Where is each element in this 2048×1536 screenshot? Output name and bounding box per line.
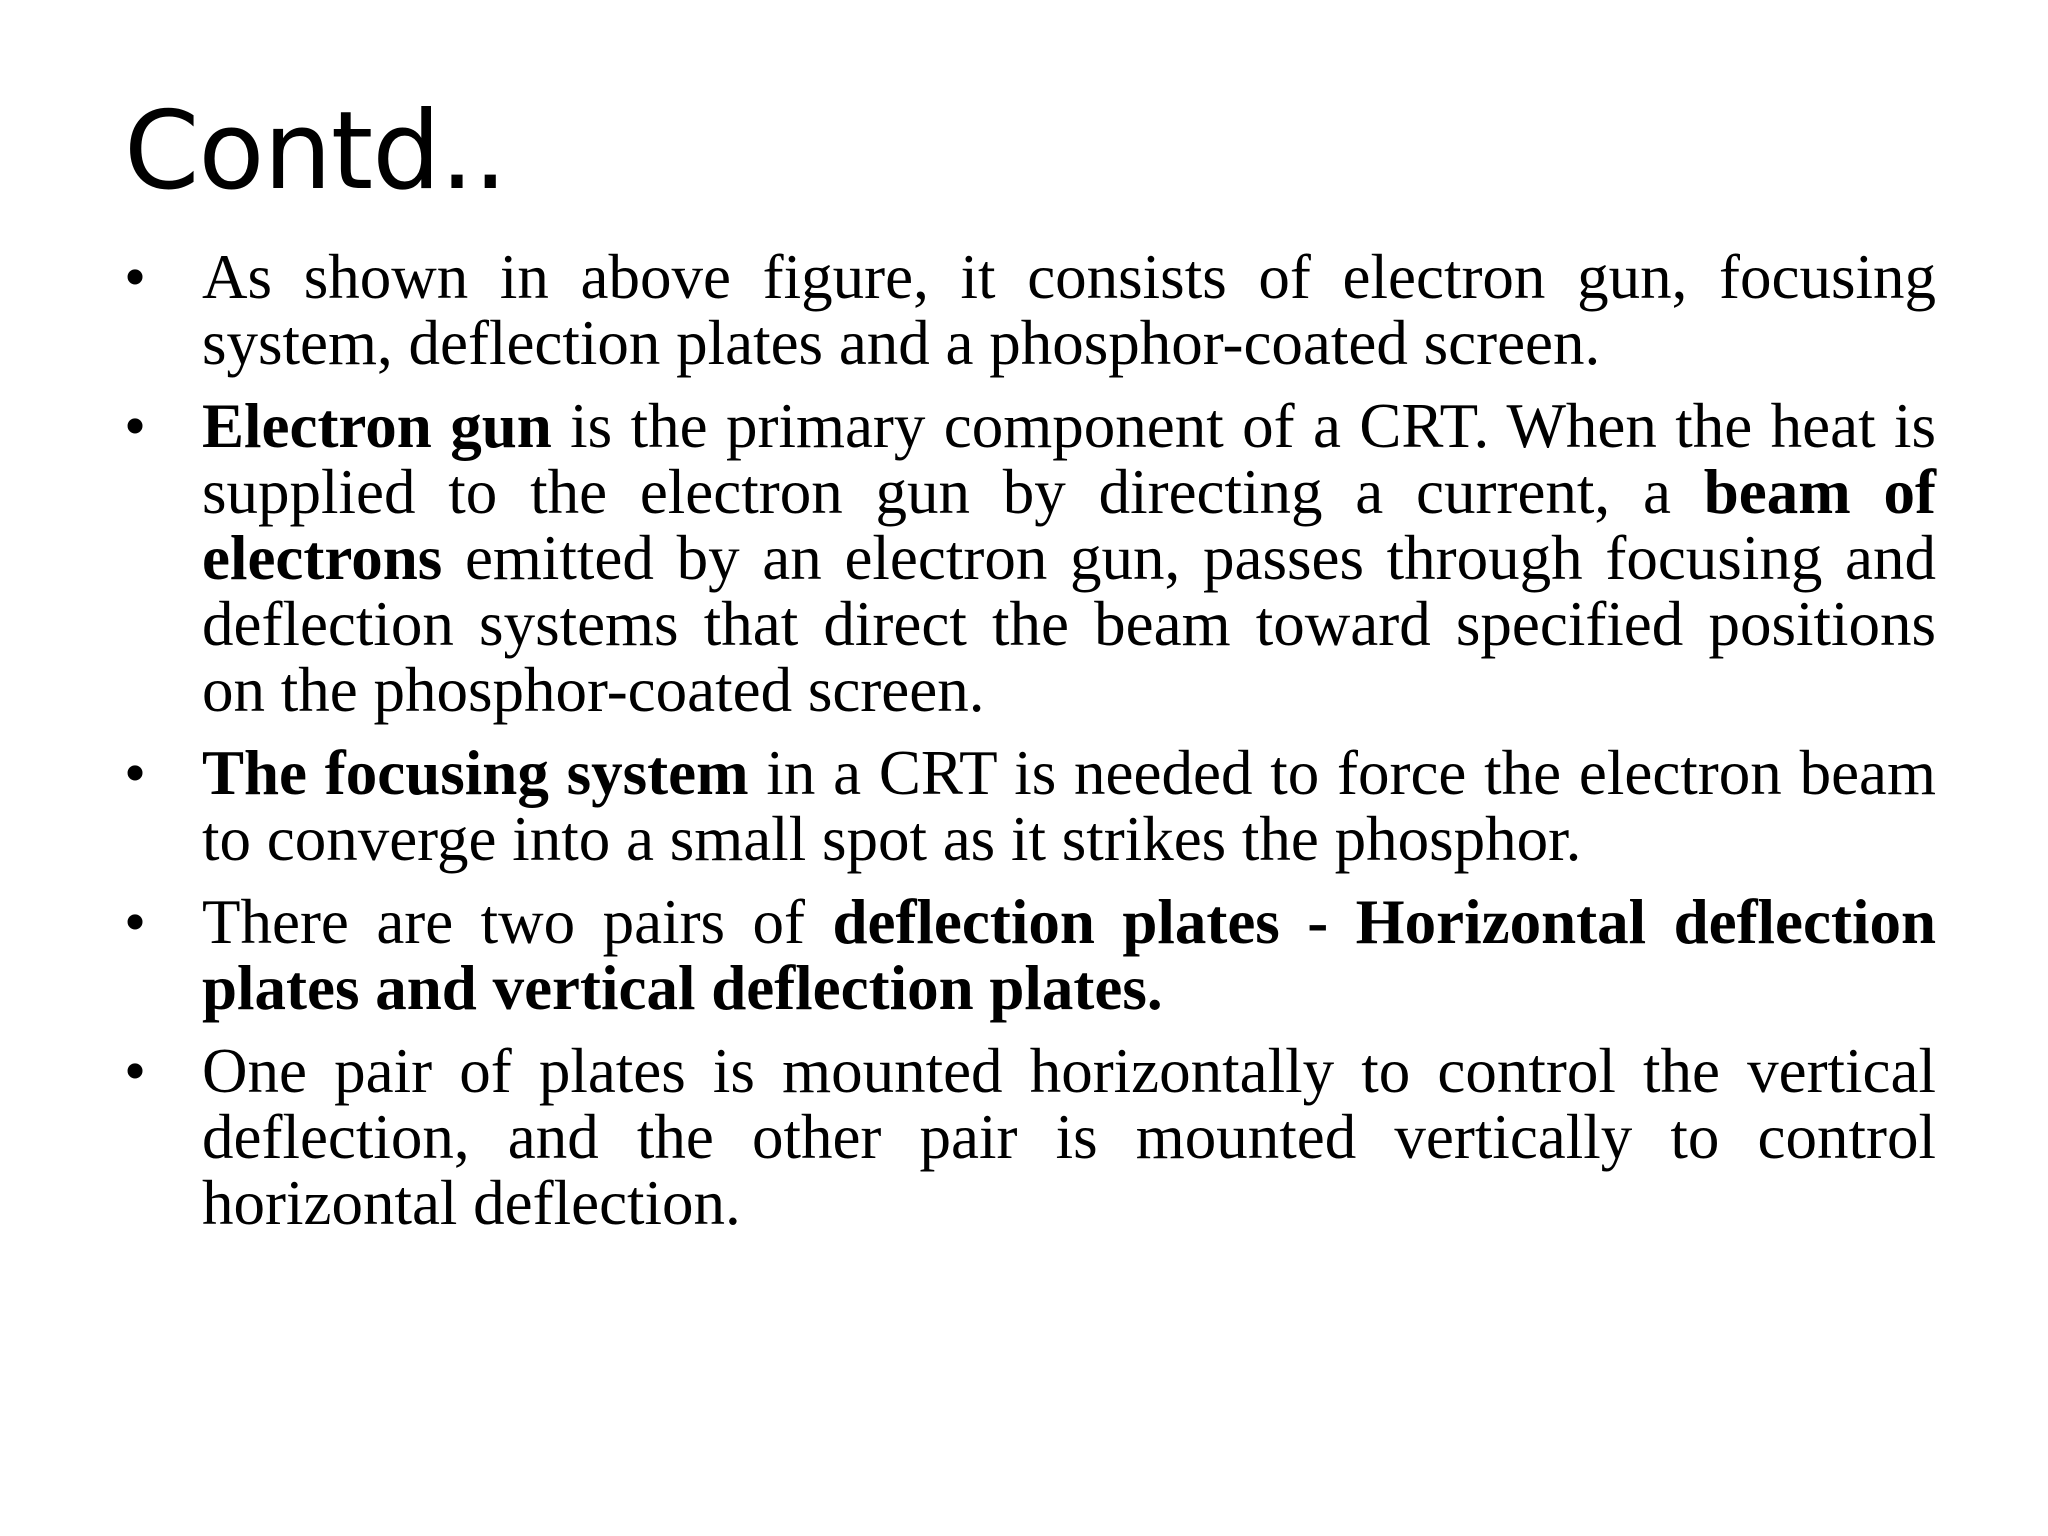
bullet-item: [124, 740, 1936, 872]
bullet-text-bold-part: beam of electrons: [202, 457, 1936, 593]
bullet-text-part: One pair of plates is mounted horizontally to control the vertical deflection, and the other pair is mounted vertically to control horizontal deflection.: [202, 1036, 1936, 1238]
bullet-marker: •: [124, 887, 147, 957]
bullet-text-part: is the primary component of a CRT. When the heat is supplied to the electron gun by directing a current, a: [202, 391, 1936, 527]
bullet-marker: •: [124, 242, 147, 312]
bullet-text: [202, 244, 1936, 376]
bullet-marker: •: [124, 738, 147, 808]
bullet-text-part: emitted by an electron gun, passes through focusing and deflection systems that direct the beam toward specified positions on the phosphor-coated screen.: [202, 523, 1936, 725]
bullet-text-bold-part: Electron gun: [202, 391, 552, 461]
bullet-text: [202, 740, 1936, 872]
bullet-marker: •: [124, 1036, 147, 1106]
bullet-item: [124, 244, 1936, 376]
bullet-text-part: in a CRT is needed to force the electron beam to converge into a small spot as it strikes the phosphor.: [202, 738, 1936, 874]
bullet-text-bold-part: deflection plates - Horizontal deflection plates and vertical deflection plates.: [202, 887, 1937, 1023]
bullet-item: [124, 1038, 1936, 1236]
bullet-text: [202, 889, 1936, 1021]
bullet-text-part: As shown in above figure, it consists of electron gun, focusing system, deflection plates and a phosphor-coated screen.: [202, 242, 1936, 378]
bullet-list: [124, 244, 1936, 1253]
bullet-item: [124, 889, 1936, 1021]
bullet-text: [202, 1038, 1936, 1236]
bullet-text-bold-part: The focusing system: [202, 738, 749, 808]
slide-title: Contd..: [124, 89, 507, 214]
bullet-item: [124, 393, 1936, 723]
bullet-text: [202, 393, 1936, 723]
bullet-text-part: There are two pairs of: [202, 887, 833, 957]
bullet-marker: •: [124, 391, 147, 461]
